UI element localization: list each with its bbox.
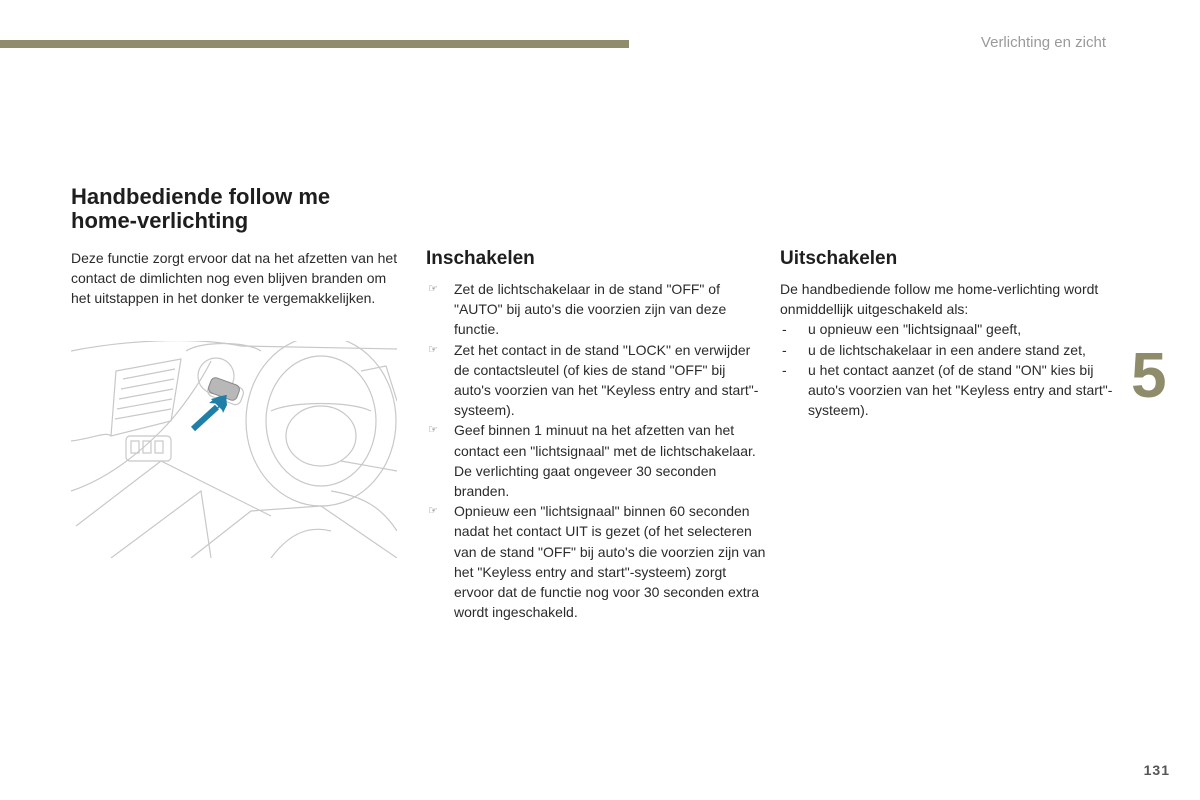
hand-pointer-icon: ☞ (428, 424, 438, 437)
dash-bullet: - (782, 321, 787, 338)
inschakelen-heading: Inschakelen (426, 248, 535, 269)
dashboard-illustration (71, 341, 397, 558)
intro-paragraph: Deze functie zorgt ervoor dat na het afzetten van het contact de dimlichten nog even blijven branden om het uitstappen in het donker te vergemakkelijken. (71, 250, 398, 307)
list-item (426, 340, 766, 421)
step-text: Zet het contact in de stand "LOCK" en verwijder de contactsleutel (of kies de stand "OFF" bij auto's voorzien van het "Keyless entry and start"-systeem). (454, 341, 759, 419)
list-item (780, 340, 1120, 360)
hand-pointer-icon: ☞ (428, 505, 438, 518)
list-item (780, 360, 1120, 421)
uitschakelen-section (780, 246, 1120, 420)
item-text: u opnieuw een "lichtsignaal" geeft, (808, 321, 1022, 338)
step-text: Opnieuw een "lichtsignaal" binnen 60 seconden nadat het contact UIT is gezet (of het selecteren van de stand "OFF" bij auto's die voorzien zijn van het "Keyless entry and start"-systeem) zorgt ervoor dat de functie nog voor 30 seconden extra wordt ingeschakeld. (454, 503, 766, 621)
item-text: u de lichtschakelaar in een andere stand zet, (808, 341, 1086, 358)
header-accent-bar (0, 40, 629, 48)
inschakelen-section (426, 246, 766, 622)
uitschakelen-heading: Uitschakelen (780, 248, 898, 269)
dash-bullet: - (782, 341, 787, 358)
page-title: Handbediende follow me home-verlichting (71, 184, 331, 233)
list-item (780, 319, 1120, 339)
dash-bullet: - (782, 361, 787, 378)
chapter-number: 5 (1131, 339, 1167, 411)
step-text: Zet de lichtschakelaar in de stand "OFF" of "AUTO" bij auto's die voorzien zijn van deze functie. (454, 281, 727, 338)
hand-pointer-icon: ☞ (428, 343, 438, 356)
list-item (426, 420, 766, 501)
uitschakelen-list (780, 319, 1120, 420)
item-text: u het contact aanzet (of de stand "ON" kies bij auto's voorzien van het "Keyless entry and start"-systeem). (808, 361, 1113, 419)
section-header: Verlichting en zicht (980, 34, 1106, 51)
step-text: Geef binnen 1 minuut na het afzetten van het contact een "lichtsignaal" met de lichtschakelaar. (454, 422, 756, 459)
inschakelen-steps (426, 279, 766, 622)
step-note: De verlichting gaat ongeveer 30 seconden branden. (454, 462, 717, 500)
list-item (426, 279, 766, 340)
list-item (426, 501, 766, 622)
uitschakelen-intro: De handbediende follow me home-verlichting wordt onmiddellijk uitgeschakeld als: (780, 281, 1099, 318)
page-number: 131 (1143, 762, 1170, 778)
hand-pointer-icon: ☞ (428, 283, 438, 295)
